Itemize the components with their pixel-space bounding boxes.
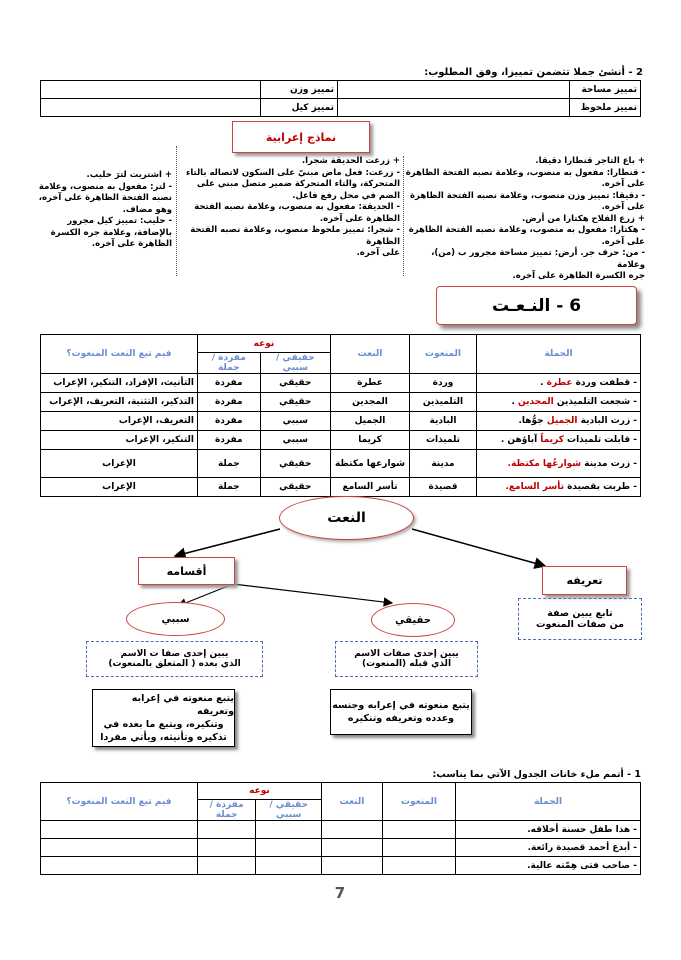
naat-cell: عطرة: [331, 374, 410, 393]
irab-line: + زرعت الحديقة شجرا.: [301, 156, 400, 166]
answer-cell[interactable]: [322, 821, 383, 839]
definition-line: الذي قبله (المنعوت): [361, 659, 452, 669]
irab-line: - زرعت: فعل ماض مبنيّ على السكون لاتصاله بالتاء المتحركة، والتاء المتحركة ضمير متصل مبني على الضم في محل رفع فاعل.: [185, 167, 400, 201]
col-header-follows: فيم تبع النعت المنعوت؟: [41, 783, 198, 821]
col-header-naat: النعت: [331, 335, 410, 374]
definition-line: يبين إحدى صفات الاسم: [354, 649, 459, 659]
follows-cell: التأنيث، الإفراد، التنكير، الإعراب: [41, 374, 198, 393]
answer-cell[interactable]: [256, 821, 322, 839]
manut-cell: التلميذين: [410, 393, 477, 412]
kind-cell: حقيقي: [260, 393, 330, 412]
sababi-node: سببي: [126, 602, 225, 636]
manut-cell: البادية: [410, 412, 477, 431]
sentence-cell: - زرت البادية الجميل جوُّها.: [477, 412, 641, 431]
rule-line: يتبع منعوته في إعرابه وجنسه: [332, 700, 470, 711]
follows-cell: الإعراب: [41, 478, 198, 497]
exercise-1-table: [40, 782, 641, 875]
form-cell: مفردة: [198, 393, 261, 412]
haqiqi-node: حقيقي: [371, 603, 455, 637]
col-header-manut: المنعوت: [410, 335, 477, 374]
form-cell: جملة: [198, 450, 261, 478]
naat-cell: شوارعها مكتظة: [331, 450, 410, 478]
answer-cell[interactable]: [41, 857, 198, 875]
answer-cell[interactable]: [322, 839, 383, 857]
kind-cell: حقيقي: [260, 374, 330, 393]
definition-line: يبين إحدى صفا ت الاسم: [120, 649, 229, 659]
col-header-type: نوعه: [198, 783, 322, 800]
kind-cell: حقيقي: [260, 478, 330, 497]
exercise-sentence: - صاحب فتى هِمّته عالية.: [456, 857, 641, 875]
irab-line: - هكتارا: مفعول به منصوب، وعلامة نصبه الفتحة الظاهرة على آخره.: [408, 225, 645, 247]
irab-models-box: نماذج إعرابية: [232, 121, 370, 153]
irab-line: على آخره.: [356, 248, 400, 258]
divisions-node: أقسامه: [138, 557, 235, 585]
rule-line: يتبع منعوته في إعرابه وتعريفه: [131, 693, 234, 717]
answer-cell[interactable]: [383, 821, 456, 839]
answer-cell[interactable]: [198, 821, 256, 839]
irab-line: + زرع الفلاح هكتارا من أرض.: [521, 213, 645, 224]
haqiqi-rule-box: [330, 689, 472, 735]
irab-line: - دقيقا: تمييز وزن منصوب، وعلامة نصبه الفتحة الظاهرة على آخره.: [410, 190, 645, 212]
sentence-cell: - قطفت وردة عطرة .: [477, 374, 641, 393]
section-6-heading: 6 - النـعـت: [436, 286, 637, 325]
col-header-sentence: الجملة: [456, 783, 641, 821]
irab-line: - لتر: مفعول به منصوب، وعلامة نصبه الفتحة الظاهرة على آخره، وهو مضاف.: [38, 181, 172, 215]
manut-cell: وردة: [410, 374, 477, 393]
kind-cell: حقيقي: [260, 450, 330, 478]
sababi-rule-box: [92, 689, 235, 747]
irab-line: - قنطارا: مفعول به منصوب، وعلامة نصبه الفتحة الظاهرة على آخره.: [405, 167, 645, 189]
form-cell: مفردة: [198, 412, 261, 431]
haqiqi-definition-box: [335, 641, 478, 677]
col-subheader-form: مفردة / جملة: [198, 353, 261, 374]
answer-cell[interactable]: [198, 839, 256, 857]
exercise-2-title: 2 - أنشئ جملا تتضمن تمييزا، وفق المطلوب:: [424, 67, 643, 78]
answer-cell[interactable]: [383, 857, 456, 875]
tamyiz-label-area: تمييز مساحة: [570, 81, 641, 99]
col-header-naat: النعت: [322, 783, 383, 821]
answer-cell[interactable]: [322, 857, 383, 875]
follows-cell: التنكير، الإعراب: [41, 431, 198, 450]
col-subheader-form: مفردة / جملة: [198, 800, 256, 821]
sentence-cell: - زرت مدينة شوارعُها مكتظة.: [477, 450, 641, 478]
form-cell: مفردة: [198, 374, 261, 393]
irab-line: جره الكسرة الظاهرة على آخره.: [512, 271, 645, 281]
page-number: 7: [334, 884, 346, 902]
answer-cell[interactable]: [383, 839, 456, 857]
answer-cell[interactable]: [256, 857, 322, 875]
sababi-definition-box: [86, 641, 263, 677]
manut-cell: مدينة: [410, 450, 477, 478]
irab-line: - حليب: تمييز كيل مجرور بالإضافة، وعلامة جره الكسرة الظاهرة على آخره.: [50, 216, 172, 249]
follows-cell: التذكير، التثنية، التعريف، الإعراب: [41, 393, 198, 412]
kind-cell: سببي: [260, 412, 330, 431]
definition-line: من صفات المنعوت: [535, 619, 625, 630]
naat-cell: تأسر السامع: [331, 478, 410, 497]
irab-line: + اشتريت لترَ حليب.: [86, 170, 172, 180]
form-cell: جملة: [198, 478, 261, 497]
manut-cell: قصيدة: [410, 478, 477, 497]
naat-cell: كريما: [331, 431, 410, 450]
rule-line: تذكيره وتأنيثه، ويأتي مفردا: [100, 732, 227, 743]
tamyiz-label-measure: تمييز كيل: [261, 99, 338, 117]
answer-cell[interactable]: [41, 821, 198, 839]
definition-text-box: [518, 598, 642, 640]
col-header-type: نوعه: [198, 335, 331, 353]
follows-cell: التعريف، الإعراب: [41, 412, 198, 431]
naat-concept-node: النعت: [279, 496, 414, 540]
exercise-1-title: 1 - أتمم ملء خانات الجدول الآتي بما يناسب:: [432, 769, 641, 780]
rule-line: وتنكيره، ويتبع ما بعده في: [103, 719, 224, 730]
col-header-sentence: الجملة: [477, 335, 641, 374]
rule-line: وعدده وتعريفه وتنكيره: [347, 713, 455, 724]
answer-cell[interactable]: [198, 857, 256, 875]
definition-line: تابع يبين صفة: [547, 608, 613, 619]
tamyiz-label-weight: تمييز وزن: [261, 81, 338, 99]
exercise-sentence: - هذا طفل حسنة أخلاقه.: [456, 821, 641, 839]
col-header-manut: المنعوت: [383, 783, 456, 821]
follows-cell: الإعراب: [41, 450, 198, 478]
naat-cell: الجميل: [331, 412, 410, 431]
tamyiz-label-noted: تمييز ملحوظ: [570, 99, 641, 117]
irab-line: + باع التاجر قنطارا دقيقا.: [535, 156, 645, 166]
kind-cell: سببي: [260, 431, 330, 450]
col-subheader-real: حقيقي / سببي: [256, 800, 322, 821]
naat-cell: المجدين: [331, 393, 410, 412]
sentence-cell: - قابلت تلميذات كريماً آباؤهن .: [477, 431, 641, 450]
definition-line: الذي بعده ( المتعلق بالمنعوت): [108, 659, 241, 669]
manut-cell: تلميذات: [410, 431, 477, 450]
sentence-cell: - شجعت التلميذين المجدين .: [477, 393, 641, 412]
irab-line: - شجرا: تمييز ملحوظ منصوب، وعلامة نصبه الفتحة الظاهرة: [190, 225, 400, 247]
answer-cell[interactable]: [41, 839, 198, 857]
col-header-follows: فيم تبع النعت المنعوت؟: [41, 335, 198, 374]
irab-line: - الحديقة: مفعول به منصوب، وعلامة نصبه الفتحة الظاهرة على آخره.: [194, 202, 400, 224]
form-cell: مفردة: [198, 431, 261, 450]
irab-line: - من: حرف جر. أرض: تمييز مساحة مجرور ب (من)، وعلامة: [431, 248, 645, 270]
col-subheader-real: حقيقي / سببي: [260, 353, 330, 374]
definition-node: تعريفه: [542, 566, 627, 595]
sentence-cell: - طربت بقصيدة تأسر السامع.: [477, 478, 641, 497]
answer-cell[interactable]: [256, 839, 322, 857]
exercise-sentence: - أبدع أحمد قصيدة رائعة.: [456, 839, 641, 857]
